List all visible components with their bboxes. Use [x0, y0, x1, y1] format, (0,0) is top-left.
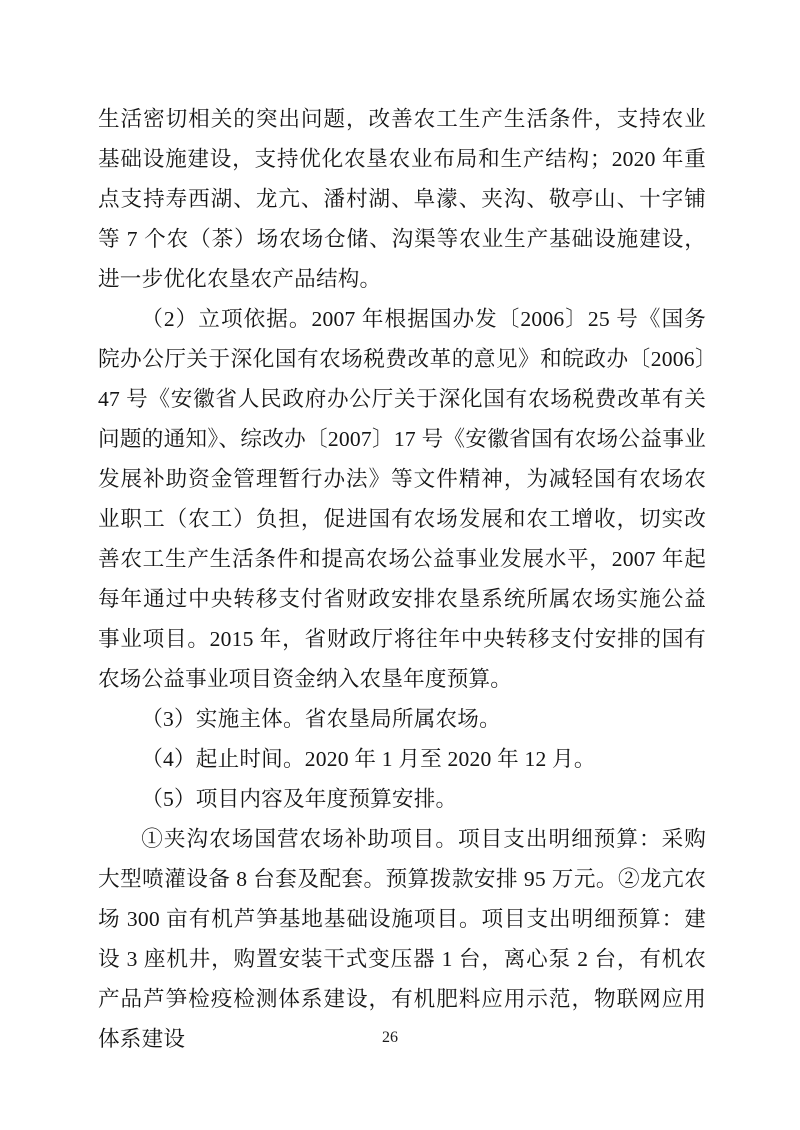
body-paragraph-item-3-implementer: （3）实施主体。省农垦局所属农场。	[141, 707, 501, 731]
body-paragraph-project-details: ①夹沟农场国营农场补助项目。项目支出明细预算：采购大型喷灌设备 8 台套及配套。预算拨款安排 95 万元。②龙亢农场 300 亩有机芦笋基地基础设施项目。项目支出明细预算：建设 3 座机井，购置安装干式变压器 1 台，离心泵 2 台，有机农产品芦笋检疫检测体系建设，有机肥料应用示范，物联网应用体系建设	[98, 827, 706, 1051]
body-paragraph: 生活密切相关的突出问题，改善农工生产生活条件，支持农业基础设施建设，支持优化农垦农业布局和生产结构；2020 年重点支持寿西湖、龙亢、潘村湖、阜濛、夹沟、敬亭山、十字铺等 7 个农（茶）场农场仓储、沟渠等农业生产基础设施建设，进一步优化农垦农产品结构。	[98, 107, 706, 291]
document-body	[98, 99, 706, 1059]
body-paragraph-item-2-basis: （2）立项依据。2007 年根据国办发〔2006〕25 号《国务院办公厅关于深化国有农场税费改革的意见》和皖政办〔2006〕47 号《安徽省人民政府办公厅关于深化国有农场税费改革有关问题的通知》、综改办〔2007〕17 号《安徽省国有农场公益事业发展补助资金管理暂行办法》等文件精神，为减轻国有农场农业职工（农工）负担，促进国有农场发展和农工增收，切实改善农工生产生活条件和提高农场公益事业发展水平，2007 年起每年通过中央转移支付省财政安排农垦系统所属农场实施公益事业项目。2015 年，省财政厅将往年中央转移支付安排的国有农场公益事业项目资金纳入农垦年度预算。	[98, 307, 706, 691]
page-number: 26	[382, 1029, 398, 1046]
body-paragraph-item-5-content: （5）项目内容及年度预算安排。	[141, 787, 458, 811]
body-paragraph-item-4-duration: （4）起止时间。2020 年 1 月至 2020 年 12 月。	[141, 747, 596, 771]
